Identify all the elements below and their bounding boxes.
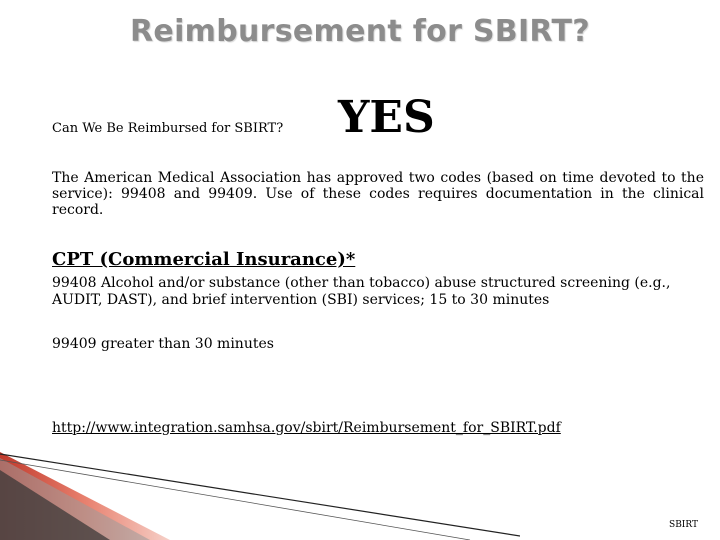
answer-yes: YES (338, 92, 435, 143)
slide-title: Reimbursement for SBIRT? (130, 14, 590, 49)
footer-decoration (0, 440, 520, 540)
question-text: Can We Be Reimbursed for SBIRT? (52, 121, 284, 136)
code-99409-description: 99409 greater than 30 minutes (52, 336, 274, 352)
code-99408-description: 99408 Alcohol and/or substance (other than tobacco) abuse structured screening (e.g., AUDIT, DAST), and brief intervention (SBI) services; 15 to 30 minutes (52, 275, 671, 308)
samhsa-reimbursement-link[interactable]: http://www.integration.samhsa.gov/sbirt/Reimbursement_for_SBIRT.pdf (52, 420, 561, 436)
ama-paragraph: The American Medical Association has approved two codes (based on time devoted to the service): 99408 and 99409. Use of these codes requires documentation in the clinical record. (52, 170, 704, 218)
footer-label: SBIRT (669, 520, 698, 530)
cpt-heading: CPT (Commercial Insurance)* (52, 249, 356, 270)
